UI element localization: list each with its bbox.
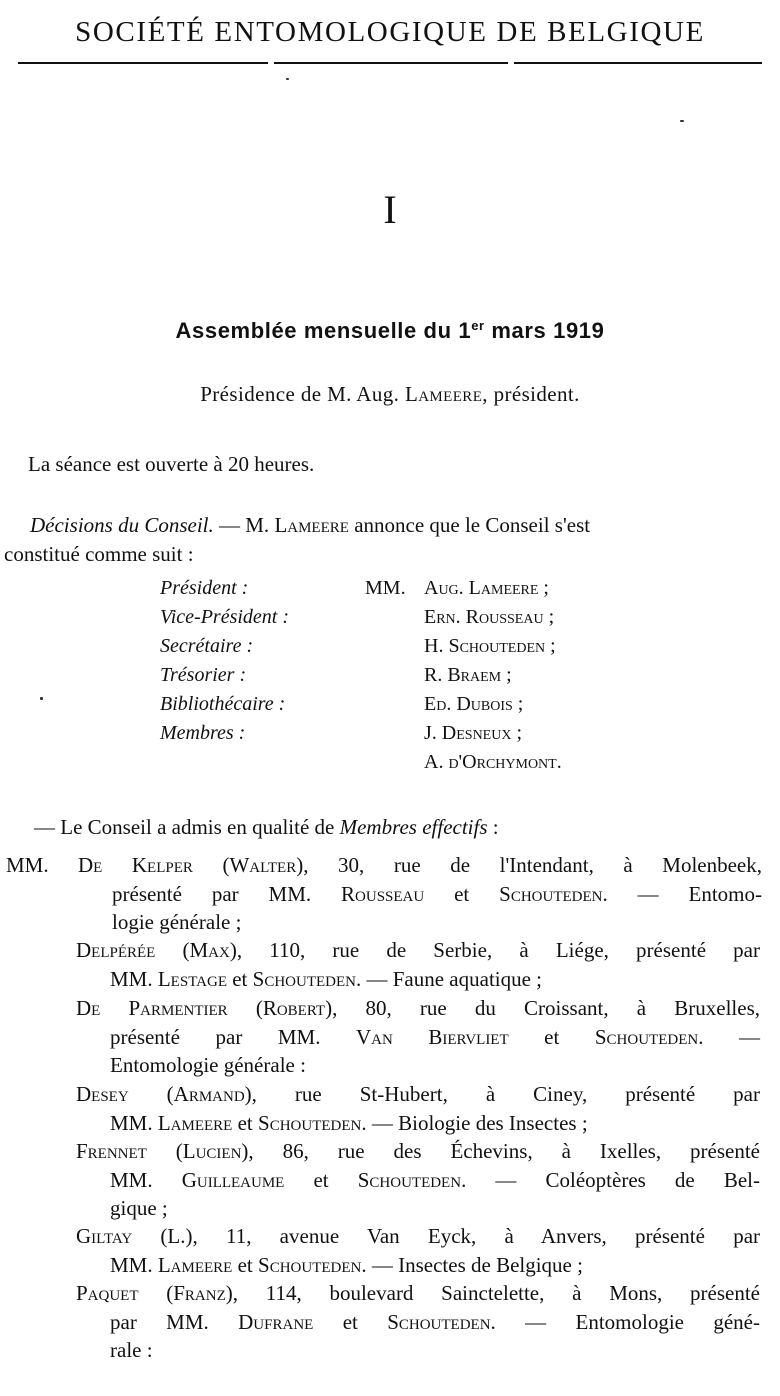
entry-line — [76, 1308, 760, 1337]
entry-text: et — [508, 1024, 595, 1049]
entry-text: présenté par MM. — [110, 1024, 356, 1049]
entry-text: . — — [698, 1024, 761, 1049]
council-row — [0, 632, 780, 661]
council-table — [0, 574, 780, 777]
decisions-line-2: constitué comme suit : — [4, 542, 194, 566]
member-entry — [76, 1222, 760, 1279]
sponsor-name: Schouteden — [258, 1252, 362, 1277]
presidence-prefix: Présidence de M. Aug. — [200, 382, 405, 406]
council-name: A. d'Orchymont. — [424, 751, 562, 773]
admission-prefix: — Le Conseil a admis en qualité de — [34, 815, 340, 839]
sponsor-name: Van Biervliet — [355, 1024, 509, 1049]
meeting-title-end: mars 1919 — [484, 318, 605, 343]
entry-line — [76, 1222, 760, 1251]
entry-line — [76, 994, 760, 1023]
entry-line — [76, 1251, 760, 1280]
entry-text: . — Entomologie géné- — [490, 1309, 760, 1334]
council-name: H. Schouteden ; — [424, 635, 556, 657]
member-entry — [76, 1137, 760, 1223]
entry-text: et — [232, 1110, 259, 1135]
entry-line — [76, 1137, 760, 1166]
member-entry — [76, 936, 760, 993]
member-address: , 114, boulevard Sainctelette, à Mons, présenté — [232, 1281, 760, 1305]
decisions-name: Lameere — [274, 513, 349, 537]
member-address: , 86, rue des Échevins, à Ixelles, présenté — [248, 1139, 760, 1163]
sponsor-name: Rousseau — [341, 881, 425, 906]
council-name: Aug. Lameere ; — [424, 577, 549, 599]
council-role: Vice-Président : — [160, 606, 290, 628]
member-name: De Parmentier (Robert) — [76, 996, 333, 1020]
entry-text: . — Coléoptères de Bel- — [461, 1167, 760, 1192]
decisions-label: Décisions du Conseil. — [30, 513, 214, 537]
member-name: Frennet (Lucien) — [76, 1139, 249, 1163]
member-entry — [78, 851, 762, 937]
entry-text: et — [284, 1167, 358, 1192]
header-rule-right — [514, 62, 762, 64]
entry-text: . — Insectes de Belgique ; — [361, 1252, 583, 1277]
entry-text: . — Entomo- — [602, 881, 763, 906]
entry-line — [76, 936, 760, 965]
council-role: Président : — [160, 577, 249, 599]
entry-text: . — Biologie des Insectes ; — [361, 1110, 588, 1135]
member-address: , 30, rue de l'Intendant, à Molenbeek, — [303, 853, 762, 877]
admission-suffix: : — [487, 815, 499, 839]
member-name: Delpérée (Max) — [76, 938, 237, 962]
meeting-title-main: Assemblée mensuelle du 1 — [175, 318, 472, 343]
council-name: Ed. Dubois ; — [424, 693, 524, 715]
council-row — [0, 690, 780, 719]
print-speck — [286, 78, 289, 80]
meeting-title — [0, 312, 780, 345]
council-role: Secrétaire : — [160, 635, 254, 657]
council-row — [0, 748, 780, 777]
council-name: R. Braem ; — [424, 664, 512, 686]
decisions-line-1 — [30, 511, 590, 539]
entry-line: rale : — [110, 1338, 153, 1362]
sponsor-name: Schouteden — [499, 881, 603, 906]
sponsor-name: Lameere — [157, 1252, 233, 1277]
council-row — [0, 719, 780, 748]
header-rule-middle — [274, 62, 508, 64]
entry-text: MM. — [110, 1167, 182, 1192]
member-name: De Kelper (Walter) — [78, 853, 304, 877]
member-entry — [76, 994, 760, 1080]
sponsor-name: Schouteden — [357, 1167, 462, 1192]
admission-emphasis: Membres effectifs — [339, 815, 488, 839]
entry-text: présenté par MM. — [112, 881, 342, 906]
council-role: Trésorier : — [160, 664, 247, 686]
meeting-title-sup: er — [471, 318, 485, 333]
sponsor-name: Lameere — [157, 1110, 233, 1135]
running-header: SOCIÉTÉ ENTOMOLOGIQUE DE BELGIQUE — [75, 16, 705, 48]
sponsor-name: Schouteden — [258, 1110, 362, 1135]
entry-line — [76, 1279, 760, 1308]
member-name: Desey (Armand) — [76, 1082, 252, 1106]
opening-paragraph: La séance est ouverte à 20 heures. — [28, 452, 315, 476]
admission-paragraph — [34, 813, 499, 841]
decisions-text-a: — M. — [213, 513, 275, 537]
member-address: , 110, rue de Serbie, à Liége, présenté par — [236, 938, 760, 962]
member-address: , 11, avenue Van Eyck, à Anvers, présenté par — [192, 1224, 761, 1248]
entry-line — [76, 1166, 760, 1195]
council-role: Membres : — [160, 722, 246, 744]
member-name: Paquet (Franz) — [76, 1281, 233, 1305]
section-number: I — [383, 187, 397, 232]
entry-text: par MM. — [110, 1309, 239, 1334]
entry-text: et — [313, 1309, 388, 1334]
entry-line — [78, 880, 762, 909]
sponsor-name: Schouteden — [387, 1309, 491, 1334]
entry-text: et — [424, 881, 500, 906]
entry-text: MM. — [110, 1110, 158, 1135]
sponsor-name: Guilleaume — [181, 1167, 285, 1192]
sponsor-name: Dufrane — [238, 1309, 314, 1334]
entry-line — [78, 851, 762, 880]
entry-line: Entomologie générale : — [110, 1053, 306, 1077]
print-speck — [680, 120, 684, 122]
decisions-text-b: annonce que le Conseil s'est — [348, 513, 591, 537]
entry-line: logie générale ; — [112, 910, 242, 934]
entry-line — [76, 965, 760, 994]
header-rule-left — [18, 62, 268, 64]
member-entry — [76, 1279, 760, 1365]
sponsor-name: Schouteden — [252, 966, 356, 991]
member-entry — [76, 1080, 760, 1137]
entry-text: . — Faune aquatique ; — [355, 966, 543, 991]
sponsor-name: Lestage — [157, 966, 227, 991]
council-name: J. Desneux ; — [424, 722, 523, 744]
entry-line — [76, 1023, 760, 1052]
council-role: Bibliothécaire : — [160, 693, 286, 715]
president-name: Lameere — [404, 382, 483, 406]
member-address: , 80, rue du Croissant, à Bruxelles, — [332, 996, 761, 1020]
member-name: Giltay (L.) — [76, 1224, 193, 1248]
council-row — [0, 661, 780, 690]
entry-text: MM. — [110, 1252, 158, 1277]
presidence-suffix: , président. — [482, 382, 580, 406]
member-address: , rue St-Hubert, à Ciney, présenté par — [251, 1082, 760, 1106]
entry-line — [76, 1109, 760, 1138]
entry-text: et — [226, 966, 253, 991]
council-name: Ern. Rousseau ; — [424, 606, 555, 628]
entry-line — [76, 1080, 760, 1109]
entry-text: et — [232, 1252, 259, 1277]
entry-text: MM. — [110, 966, 158, 991]
sponsor-name: Schouteden — [594, 1024, 699, 1049]
entry-line: gique ; — [110, 1196, 168, 1220]
council-row — [0, 603, 780, 632]
presidence-line — [0, 380, 780, 408]
council-row — [0, 574, 780, 603]
members-mm-prefix: MM. — [6, 853, 49, 877]
council-mm: MM. — [365, 577, 406, 599]
